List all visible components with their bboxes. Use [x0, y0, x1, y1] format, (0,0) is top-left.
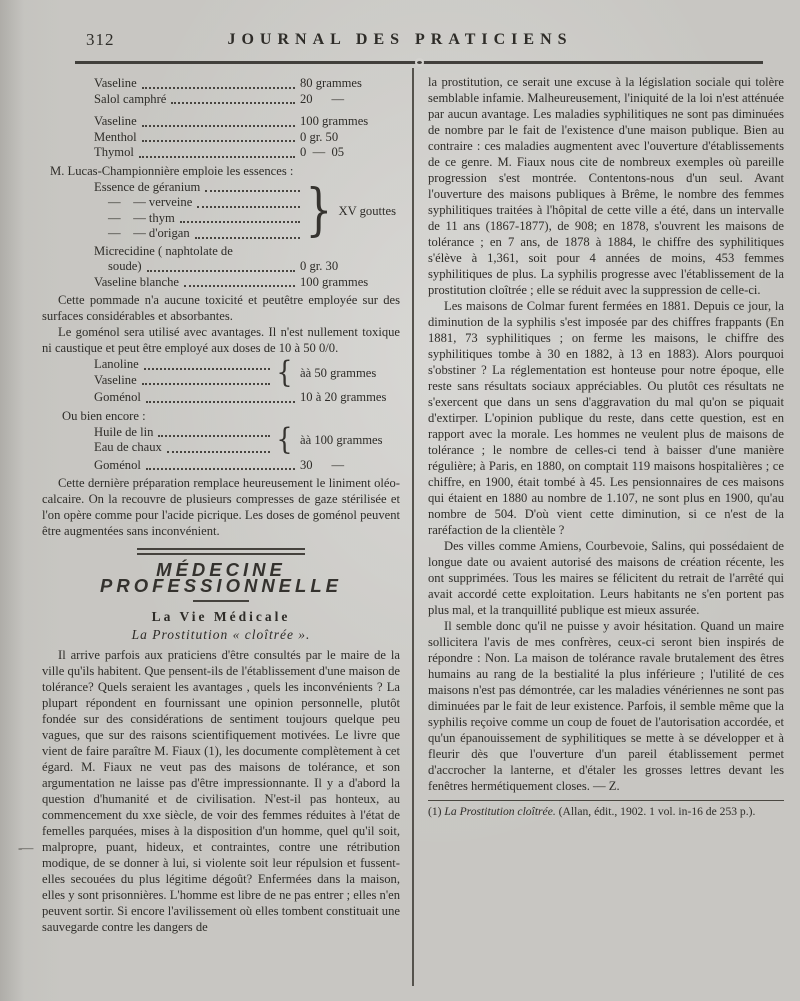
formula-name: Thymol — [94, 145, 134, 159]
footnote-title: La Prostitution cloîtrée. — [444, 805, 556, 818]
paragraph-villes: Des villes comme Amiens, Courbevoie, Salins, qui possédaient de longue date ou avaient autorisé des maisons de création récente, les ont supprimées. Tous les maires se félicitent du retrait de l'arrêté qui avait accordé cette exploitation. Leurs habitants ne s'en portent pas plus mal, et la tranquillité publique est mieux assurée. — [428, 539, 784, 617]
journal-title: JOURNAL DES PRATICIENS — [227, 31, 573, 48]
dotted-leader — [144, 368, 270, 370]
brace-label: àà 50 grammes — [300, 365, 377, 380]
formula-name: Vaseline — [94, 114, 137, 128]
formula-name: — — verveine — [108, 195, 193, 209]
formula-block-5 — [94, 458, 396, 474]
formula-name: Vaseline blanche — [94, 274, 179, 289]
formula-row — [94, 92, 396, 108]
section-heading: MÉDECINE PROFESSIONNELLE — [100, 559, 342, 596]
formula-name: soude) — [108, 259, 142, 273]
huile-brace-group — [94, 422, 396, 457]
paragraph-conclusion: Il semble donc qu'il ne puisse y avoir hésitation. Quand un maire sollicitera l'avis de mes confrères, ceux-ci seront bien inspirés de répondre : Non. La maison de tolérance ravale brutalement des êtres humains au rang de la bestialité la plus inférieure ; l'utilité de ces maisons n'est pas démontrée, car les maladies vénériennes ne sont pas diminuées par le fait de leur existence. Parfois, il semble même que la syphilis reçoive comme un coup de fouet de l'autorisation accordée, et qu'un épanouissement de syphilitiques se mette à se développer et à fleurir dès que l'ouverture d'un pareil établissement permet d'accrocher la lanterne, et d'étaler les grosses lettres devant les fenêtres hermétiquement closes. — Z. — [428, 619, 784, 793]
right-column — [428, 74, 784, 820]
header-rule — [75, 61, 763, 64]
dotted-leader — [195, 237, 300, 239]
dotted-leader — [142, 140, 295, 142]
formula-block-3 — [94, 244, 396, 291]
dotted-leader — [146, 401, 295, 403]
formula-name: Goménol — [94, 457, 141, 472]
formula-row — [94, 244, 396, 260]
formula-row — [94, 259, 396, 275]
dotted-leader — [142, 125, 295, 127]
paragraph-continuation: la prostitution, ce serait une excuse à la législation sociale qui tolère semblable infamie. Malheureusement, l'iniquité de la loi n'est atténuée par aucun avantage. Les maladies syphilitiques ne sont pas diminuées de nombre par le fait de l'existence d'une maison publique. Bien au contraire : ces maladies augmentent avec l'ouverture d'établissements de ce genre. M. Fiaux nous cite de nombreux exemples où pareille progression s'est montrée. Contentons-nous d'un seul. Avant l'ouverture des maisons publiques à Brême, le nombre des femmes syphilitiques traitées à l'hôpital de cette ville a été, dans un intervalle de 11 ans (1867-1877), de 908; en 1878, s'ouvrent les maisons de tolérance ; en 7 ans, de 1878 à 1884, le chiffre des syphilitiques s'élève à 1,361, soit pour 4 années de moins, 453 femmes syphilitiques de plus. La syphilis progresse avec l'établissement de la prostitution cloîtrée ; elle se réduit avec la suppression de celle-ci. — [428, 75, 784, 297]
dotted-leader — [142, 87, 295, 89]
footnote-rule — [428, 800, 784, 801]
formula-name: Goménol — [94, 390, 141, 404]
formula-value: 0 gr. 30 — [300, 259, 339, 273]
formula-row — [94, 390, 396, 406]
formula-row — [94, 458, 396, 474]
paragraph-colmar: Les maisons de Colmar furent fermées en 1881. Depuis ce jour, la diminution de la syphilis s'est imposée par des chiffres frappants (En 1881, 73 syphilitiques ; on ferme les maisons, le chiffre des syphilitiques tombe à 30 en 1882, à 13 en 1883). Alors pourquoi s'obstiner ? La réglementation est honteuse pour notre époque, elle reste sans résultats sociaux appréciables. Ou plutôt ces résultats ne s'exercent que dans un sens d'aggravation du mal qu'on se piquait d'extirper. L'opinion publique du reste, dans cette question, est en rapport avec la morale. Les hommes ne veulent plus de maisons de tolérance ; le nombre de celles-ci tend à baisser d'une manière régulière; à Paris, en 1880, on comptait 119 maisons hospitalières ; ce chiffre, en 1900, était tombé à 45. Les pensionnaires de ces maisons qui étaient en 1880 au nombre de 1.107, ne sont plus en 1900, qu'au nombre de 504. D'où vient cette diminution, si ce n'est de la raréfaction de la clientèle ? — [428, 299, 784, 537]
dotted-leader — [146, 468, 295, 470]
lucas-line: M. Lucas-Championnière emploie les essences : — [50, 163, 294, 178]
brace-label: àà 100 grammes — [300, 433, 383, 447]
footnote-number: (1) — [428, 805, 445, 818]
formula-name: Salol camphré — [94, 91, 167, 106]
article-heading: La Vie Médicale — [151, 609, 291, 624]
brace-left-icon: { — [276, 422, 293, 457]
huile-lines — [94, 425, 275, 456]
brace-right-icon: } — [305, 177, 333, 243]
section-double-rule — [137, 548, 305, 555]
dotted-leader — [147, 270, 295, 272]
ou-bien-line: Ou bien encore : — [62, 408, 146, 423]
formula-value: 30 — — [300, 457, 345, 472]
dotted-leader — [184, 285, 295, 287]
essences-brace-group — [94, 177, 396, 243]
margin-mark: -— — [18, 840, 32, 855]
paragraph-gomenol: Le goménol sera utilisé avec avantages. Il n'est nullement toxique ni caustique et peut être employé aux doses de 10 à 50 0/0. — [42, 325, 400, 355]
formula-row — [94, 145, 396, 161]
header-rule-ornament — [415, 58, 424, 67]
article-subtitle: La Prostitution « cloîtrée ». — [131, 627, 311, 642]
formula-name: Eau de chaux — [94, 440, 162, 454]
formula-value: 20 — — [300, 91, 345, 106]
dotted-leader — [142, 383, 270, 385]
formula-value: 80 grammes — [300, 76, 362, 90]
formula-name: Micrecidine ( naphtolate de — [94, 243, 233, 258]
left-column — [42, 74, 400, 935]
formula-row — [94, 425, 275, 441]
formula-row — [94, 76, 396, 92]
formula-name: Essence de géranium — [94, 179, 201, 194]
brace-left-icon: { — [276, 354, 293, 390]
section-short-rule — [193, 600, 249, 602]
formula-name: Lanoline — [94, 357, 139, 371]
footnote — [428, 805, 784, 820]
formula-row — [94, 440, 275, 456]
formula-row — [94, 373, 275, 389]
dotted-leader — [180, 221, 300, 223]
paragraph-pommade: Cette pommade n'a aucune toxicité et peutêtre employée sur des surfaces considérables et absorbantes. — [42, 293, 400, 323]
formula-value: 0 — 05 — [300, 145, 345, 159]
column-divider — [412, 68, 414, 986]
formula-row — [94, 180, 305, 196]
formula-row — [94, 195, 305, 211]
formula-value: 10 à 20 grammes — [300, 390, 387, 404]
formula-value: 100 grammes — [300, 114, 369, 128]
footnote-reference: (Allan, édit., 1902. 1 vol. in-16 de 253 p.). — [555, 805, 756, 818]
formula-row — [94, 211, 305, 227]
formula-name: — — thym — [108, 210, 175, 225]
dotted-leader — [158, 435, 269, 437]
formula-name: — — d'origan — [108, 226, 190, 240]
formula-value: 100 grammes — [300, 274, 369, 289]
paragraph-preparation: Cette dernière préparation remplace heureusement le liniment oléo-calcaire. On la recouvre de plusieurs compresses de gaze stérilisée et l'on opère comme pour l'acide picrique. Les doses de goménol peuvent être augmentées sans inconvénient. — [42, 476, 400, 538]
formula-name: Menthol — [94, 129, 137, 144]
formula-value: 0 gr. 50 — [300, 129, 339, 144]
brace-label: XV gouttes — [338, 203, 396, 218]
page-number: 312 — [86, 30, 115, 49]
formula-name: Vaseline — [94, 76, 137, 90]
paragraph-article-start: Il arrive parfois aux praticiens d'être consultés par le maire de la ville qu'ils habitent. Que pensent-ils de l'établissement d'une maison de tolérance? Quels seraient les avantages , quels les inconvénients ? La plupart répondent en fournissant une opinion personnelle, plutôt fondée sur des considérations de sentiment toujours quelque peu vagues, que sur des raisons scientifiquement motivées. Le livre que vient de faire paraître M. Fiaux (1), les documente complètement à cet égard. M. Fiaux ne veut pas des maisons de tolérance, et son argumentation ne laisse pas d'être impressionnante. Il y a d'abord la question d'humanité et de civilisation. N'est-il pas honteux, au commencement du xxe siècle, de voir des femmes réduites à l'état de femelles parquées, mises à la disposition d'un homme, quel qu'il soit, malpropre, puant, hideux, et contraintes, contre une rétribution modique, de se donner à lui, si violente soit leur répulsion et fussent-elles secouées du plus légitime dégoût? Enfermées dans la maison, elles y sont prisonnières. L'homme est libre de ne pas entrer ; elles n'en peuvent sortir. Si encore l'avilissement où elles tombent constituait une sauvegarde contre les dangers de — [42, 648, 400, 934]
dotted-leader — [139, 156, 295, 158]
dotted-leader — [197, 206, 300, 208]
formula-row — [94, 130, 396, 146]
formula-row — [94, 114, 396, 130]
essence-lines — [94, 180, 305, 242]
dotted-leader — [171, 102, 295, 104]
formula-row — [94, 226, 305, 242]
formula-block-1 — [94, 76, 396, 107]
formula-row — [94, 275, 396, 291]
dotted-leader — [205, 190, 300, 192]
formula-row — [94, 357, 275, 373]
formula-name: Vaseline — [94, 372, 137, 387]
formula-name: Huile de lin — [94, 424, 154, 439]
formula-block-2 — [94, 114, 396, 161]
lanoline-lines — [94, 357, 275, 388]
formula-block-4 — [94, 390, 396, 406]
lanoline-brace-group — [94, 354, 396, 390]
dotted-leader — [167, 451, 270, 453]
